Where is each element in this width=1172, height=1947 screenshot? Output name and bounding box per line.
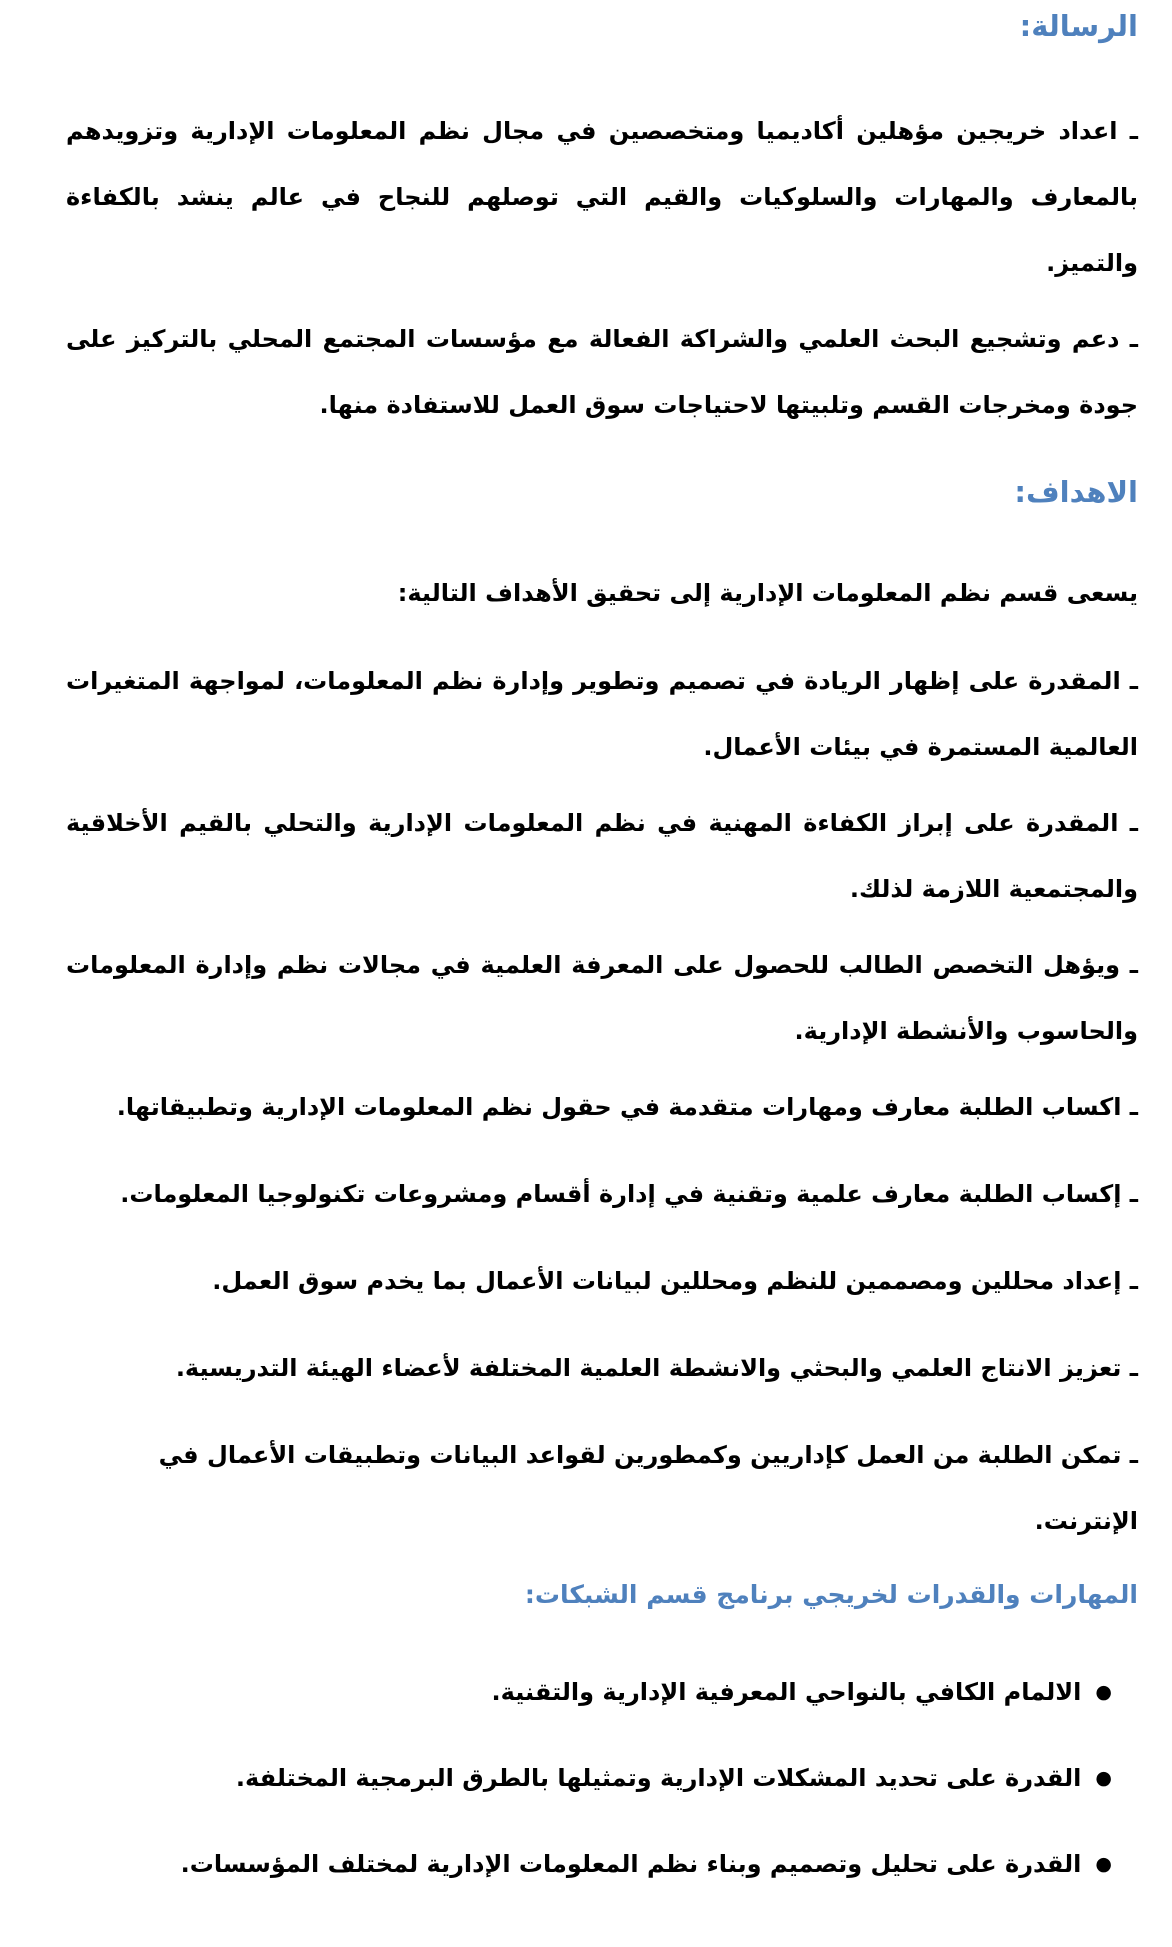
bullet-icon: ●: [1095, 1767, 1112, 1789]
skills-heading: المهارات والقدرات لخريجي برنامج قسم الشبكات:: [524, 1580, 1138, 1609]
skills-bullet-item: [66, 1745, 1112, 1811]
skills-bullet-item: [66, 1831, 1112, 1897]
objectives-intro: يسعى قسم نظم المعلومات الإدارية إلى تحقيق الأهداف التالية:: [397, 579, 1138, 607]
objective-item: ـ إعداد محللين ومصممين للنظم ومحللين لبيانات الأعمال بما يخدم سوق العمل.: [212, 1267, 1138, 1295]
objective-item: ـ تعزيز الانتاج العلمي والبحثي والانشطة العلمية المختلفة لأعضاء الهيئة التدريسية.: [175, 1354, 1138, 1382]
mission-paragraph: ـ دعم وتشجيع البحث العلمي والشراكة الفعالة مع مؤسسات المجتمع المحلي بالتركيز على جودة ومخرجات القسم وتلبيتها لاحتياجات سوق العمل للاستفادة منها.: [66, 325, 1138, 419]
skills-bullet-text: القدرة على تحليل وتصميم وبناء نظم المعلومات الإدارية لمختلف المؤسسات.: [180, 1850, 1082, 1878]
objective-item: ـ المقدرة على إبراز الكفاءة المهنية في نظم المعلومات الإدارية والتحلي بالقيم الأخلاقية والمجتمعية اللازمة لذلك.: [66, 809, 1138, 903]
objectives-heading: الاهداف:: [1014, 475, 1138, 509]
mission-paragraph: ـ اعداد خريجين مؤهلين أكاديميا ومتخصصين في مجال نظم المعلومات الإدارية وتزويدهم بالمعارف والمهارات والسلوكيات والقيم التي توصلهم للنجاح في عالم ينشد بالكفاءة والتميز.: [66, 117, 1138, 277]
objective-item: ـ المقدرة على إظهار الريادة في تصميم وتطوير وإدارة نظم المعلومات، لمواجهة المتغيرات العالمية المستمرة في بيئات الأعمال.: [66, 667, 1138, 761]
objective-item: ـ ويؤهل التخصص الطالب للحصول على المعرفة العلمية في مجالات نظم وإدارة المعلومات والحاسوب والأنشطة الإدارية.: [66, 951, 1138, 1045]
skills-bullet-text: القدرة على تحديد المشكلات الإدارية وتمثيلها بالطرق البرمجية المختلفة.: [235, 1764, 1082, 1792]
objective-item: ـ اكساب الطلبة معارف ومهارات متقدمة في حقول نظم المعلومات الإدارية وتطبيقاتها.: [116, 1093, 1138, 1121]
bullet-icon: ●: [1095, 1853, 1112, 1875]
mission-heading: الرسالة:: [1019, 9, 1138, 43]
objective-item: ـ إكساب الطلبة معارف علمية وتقنية في إدارة أقسام ومشروعات تكنولوجيا المعلومات.: [120, 1180, 1138, 1208]
skills-bullet-item: [66, 1659, 1112, 1725]
skills-bullet-text: الالمام الكافي بالنواحي المعرفية الإدارية والتقنية.: [491, 1678, 1082, 1706]
bullet-icon: ●: [1095, 1681, 1112, 1703]
objective-item: ـ تمكن الطلبة من العمل كإداريين وكمطورين لقواعد البيانات وتطبيقات الأعمال في الإنترنت.: [158, 1441, 1138, 1535]
